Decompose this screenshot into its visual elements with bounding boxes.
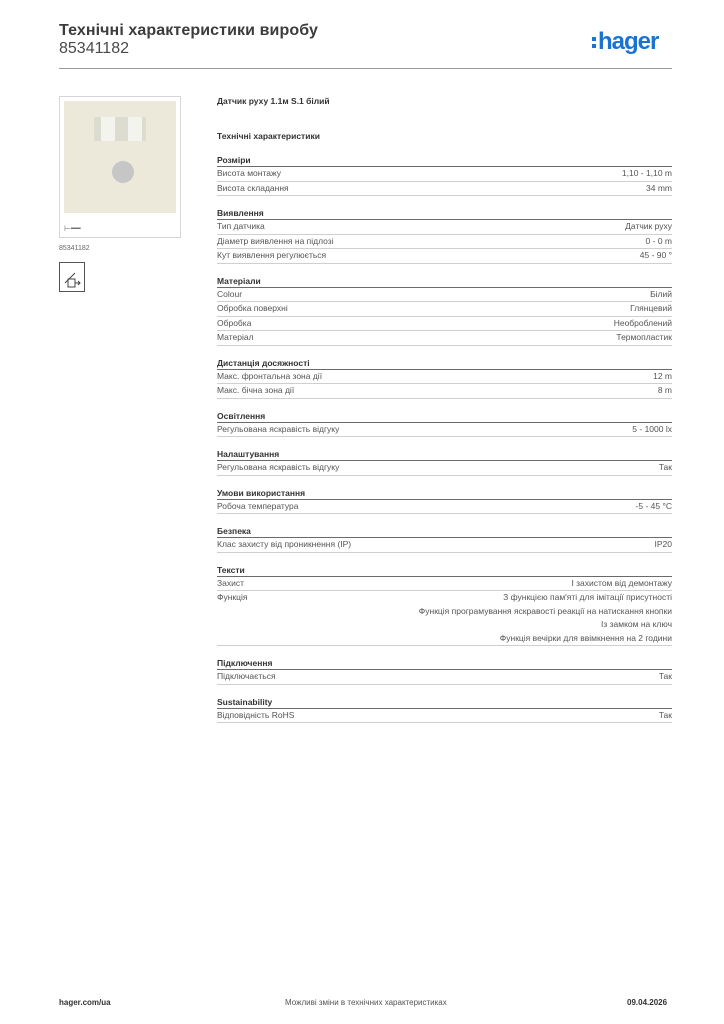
spec-value: 45 - 90 ° — [639, 250, 672, 260]
footer-date: 09.04.2026 — [627, 998, 668, 1007]
logo-text: hager — [598, 28, 659, 55]
spec-section — [217, 153, 672, 196]
spec-section — [217, 524, 672, 553]
spec-label: Висота монтажу — [217, 168, 282, 178]
spec-label: Відповідність RoHS — [217, 709, 295, 720]
spec-label: Обробка — [217, 317, 252, 328]
spec-value: Так — [658, 671, 672, 681]
spec-row — [217, 317, 672, 332]
image-caption-code: 85341182 — [59, 245, 90, 252]
spec-section — [217, 356, 672, 399]
spec-value: 8 m — [657, 385, 672, 395]
spec-section — [217, 409, 672, 438]
spec-label: Регульована яскравість відгуку — [217, 423, 340, 434]
product-image — [59, 96, 181, 238]
spec-label: Обробка поверхні — [217, 303, 288, 313]
sensor-dot — [112, 161, 134, 183]
spec-value: Глянцевий — [630, 303, 672, 313]
footer-website[interactable]: hager.com/ua — [59, 998, 111, 1007]
section-title: Виявлення — [217, 206, 672, 220]
spec-value: Так — [658, 462, 672, 472]
spec-label: Кут виявлення регулюється — [217, 250, 327, 260]
flush-mount-icon — [59, 262, 85, 292]
spec-value: Так — [658, 709, 672, 720]
spec-row — [217, 167, 672, 182]
spec-row — [217, 220, 672, 235]
spec-section — [217, 447, 672, 476]
section-title: Освітлення — [217, 409, 672, 423]
spec-section — [217, 656, 672, 685]
scale-icon: ⊢━━ — [64, 224, 81, 233]
spec-heading: Технічні характеристики — [217, 131, 320, 141]
section-title: Підключення — [217, 656, 672, 670]
header-divider — [59, 68, 672, 69]
section-title: Розміри — [217, 153, 672, 167]
spec-row — [217, 331, 672, 346]
spec-value: 5 - 1000 lx — [632, 423, 672, 434]
spec-label: Підключається — [217, 671, 276, 681]
spec-value: 12 m — [653, 370, 672, 381]
page-title: Технічні характеристики виробу — [59, 22, 318, 39]
section-title: Умови використання — [217, 486, 672, 500]
spec-row — [217, 577, 672, 592]
spec-row — [217, 182, 672, 197]
spec-row — [217, 235, 672, 250]
function-value-line: Із замком на ключ — [600, 619, 672, 629]
spec-row — [217, 709, 672, 724]
spec-row — [217, 500, 672, 515]
spec-label: Висота складання — [217, 182, 289, 193]
section-title: Налаштування — [217, 447, 672, 461]
section-title: Матеріали — [217, 274, 672, 288]
spec-row — [217, 461, 672, 476]
function-value-line: Функція вечірки для ввімкнення на 2 години — [499, 632, 672, 643]
spec-row — [217, 302, 672, 317]
spec-sections — [217, 153, 672, 723]
spec-section — [217, 206, 672, 264]
sensor-plate — [64, 101, 176, 213]
product-name: Датчик руху 1.1м S.1 білий — [217, 96, 330, 106]
section-title: Безпека — [217, 524, 672, 538]
spec-label: Регульована яскравість відгуку — [217, 462, 340, 472]
spec-row — [217, 370, 672, 385]
spec-value: Термопластик — [616, 332, 672, 342]
section-title: Тексти — [217, 563, 672, 577]
spec-value: IP20 — [654, 539, 672, 549]
function-value-line: З функцією пам'яті для імітації присутності — [503, 592, 672, 602]
function-values — [419, 591, 672, 645]
lens-right — [128, 117, 142, 141]
spec-row — [217, 288, 672, 303]
spec-row — [217, 670, 672, 685]
spec-value: -5 - 45 °C — [635, 500, 672, 511]
spec-value: Датчик руху — [625, 221, 672, 231]
spec-value: Необроблений — [613, 317, 672, 328]
spec-row — [217, 384, 672, 399]
spec-value: Білий — [650, 288, 672, 299]
spec-section — [217, 563, 672, 647]
spec-row — [217, 249, 672, 264]
lens-left — [101, 117, 115, 141]
spec-label: Клас захисту від проникнення (IP) — [217, 539, 352, 549]
section-title: Дистанція досяжності — [217, 356, 672, 370]
spec-row — [217, 538, 672, 553]
logo-dots-icon — [592, 37, 596, 48]
spec-row — [217, 423, 672, 438]
hager-logo[interactable] — [592, 29, 658, 55]
section-title: Sustainability — [217, 695, 672, 709]
spec-label: Матеріал — [217, 332, 254, 342]
spec-section — [217, 486, 672, 515]
footer-disclaimer: Можливі зміни в технічних характеристиках — [285, 998, 447, 1007]
spec-label: Діаметр виявлення на підлозі — [217, 235, 334, 246]
spec-label: Макс. бічна зона дії — [217, 385, 295, 395]
spec-label: Функція — [217, 592, 248, 602]
spec-label: Захист — [217, 577, 245, 588]
spec-label: Тип датчика — [217, 221, 265, 231]
function-value-line: Функція програмування яскравості реакції на натискання кнопки — [418, 605, 672, 616]
spec-value: І захистом від демонтажу — [571, 577, 672, 588]
spec-value: 34 mm — [646, 182, 672, 193]
spec-row-function — [217, 591, 672, 646]
spec-content — [217, 94, 672, 723]
spec-value: 0 - 0 m — [645, 235, 672, 246]
spec-section — [217, 274, 672, 346]
spec-label: Colour — [217, 288, 243, 299]
spec-value: 1,10 - 1,10 m — [621, 168, 672, 178]
product-code: 85341182 — [59, 40, 129, 57]
spec-label: Макс. фронтальна зона дії — [217, 370, 323, 381]
spec-label: Робоча температура — [217, 500, 299, 511]
spec-section — [217, 695, 672, 724]
